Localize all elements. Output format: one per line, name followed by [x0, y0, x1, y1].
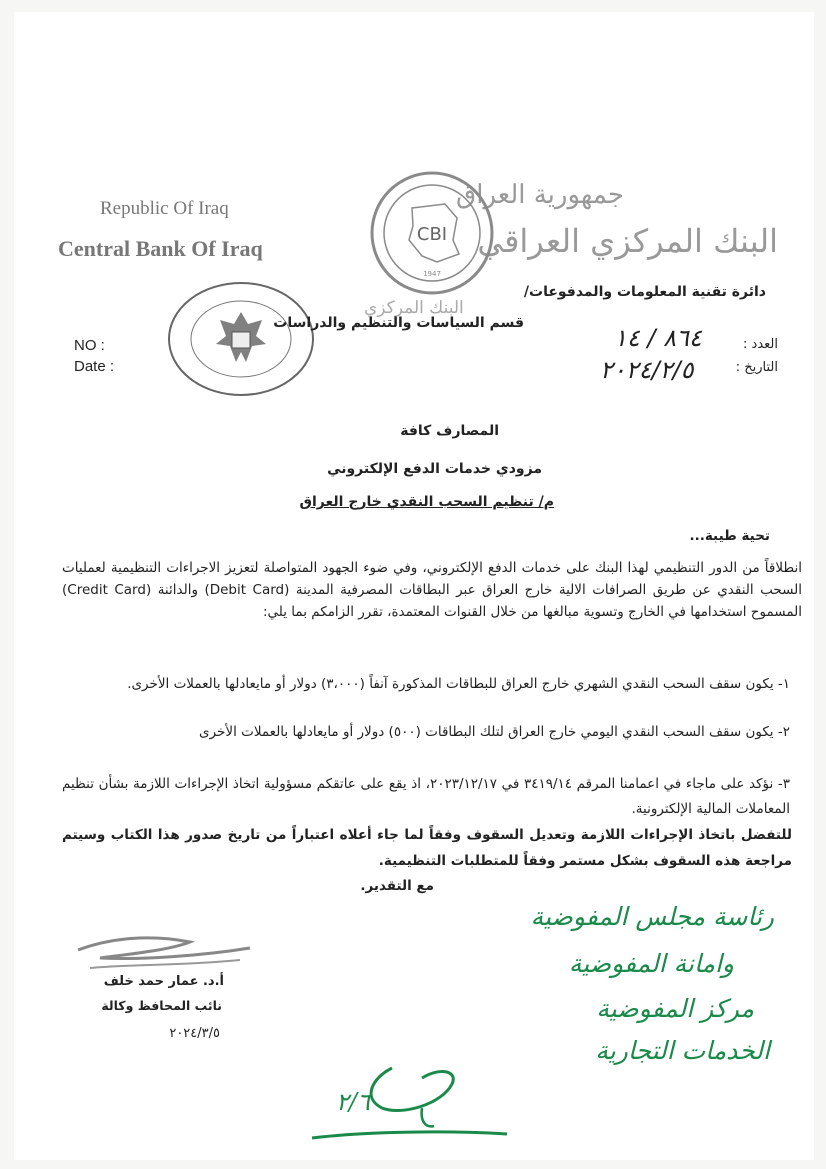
- subject-line: م/ تنظيم السحب النقدي خارج العراق: [299, 494, 554, 510]
- number-label-english: NO :: [74, 337, 105, 354]
- greeting: تحية طيبة...: [689, 528, 770, 544]
- handwritten-note-line: مركز المفوضية: [596, 994, 754, 1023]
- department-stamp: [166, 280, 316, 398]
- handwritten-note-line: وامانة المفوضية: [568, 949, 734, 978]
- addressee-line-1: المصارف كافة: [400, 423, 499, 439]
- number-label-arabic: العدد :: [743, 337, 778, 352]
- reference-date: ٢٠٢٤/٢/٥: [600, 356, 694, 384]
- cbi-seal-signature: ﺍﻟﺒﻨﻚ ﺍﻟﻤﺮﻛﺰﻱ: [364, 298, 464, 318]
- republic-arabic: جمهورية العراق: [456, 180, 624, 210]
- green-signature: [302, 1048, 512, 1148]
- date-label-arabic: التاريخ :: [735, 360, 778, 375]
- date-label-english: Date :: [74, 358, 115, 375]
- list-item: ١- يكون سقف السحب النقدي الشهري خارج العراق للبطاقات المذكورة آنفاً (٣،٠٠٠) دولار أو مايعادلها بالعملات الأخرى.: [127, 676, 790, 692]
- signer-name: أ.د. عمار حمد خلف: [103, 974, 224, 989]
- handwritten-sign-date: ٢/٦: [336, 1088, 370, 1116]
- republic-english: Republic Of Iraq: [100, 198, 229, 219]
- list-item: ٣- نؤكد على ماجاء في اعمامنا المرقم ٣٤١٩/١٤ في ٢٠٢٣/١٢/١٧، اذ يقع على عاتقكم مسؤولية اتخاذ الإجراءات اللازمة بشأن تنظيم المعاملات المالية الإلكترونية.: [62, 776, 790, 817]
- letter-page: [14, 12, 814, 1160]
- section-name: قسم السياسات والتنظيم والدراسات: [273, 315, 524, 331]
- addressee-line-2: مزودي خدمات الدفع الإلكتروني: [327, 461, 542, 477]
- signer-title: نائب المحافظ وكالة: [101, 998, 222, 1013]
- reference-number: ٨٦٤ / ١٤: [614, 324, 702, 352]
- cbi-seal-logo: [367, 168, 497, 298]
- signature-date: ٢٠٢٤/٣/٥: [169, 1026, 220, 1041]
- bank-name-english: Central Bank Of Iraq: [58, 236, 263, 261]
- department-name: دائرة تقنية المعلومات والمدفوعات/: [523, 284, 766, 300]
- handwritten-note-line: رئاسة مجلس المفوضية: [530, 902, 774, 931]
- svg-text:1947: 1947: [423, 270, 441, 278]
- handwritten-note-line: الخدمات التجارية: [595, 1036, 770, 1065]
- list-item: ٢- يكون سقف السحب النقدي اليومي خارج العراق لتلك البطاقات (٥٠٠) دولار أو مايعادلها بالعملات الأخرى: [199, 724, 790, 740]
- regards: مع التقدير.: [360, 878, 434, 894]
- closing-paragraph: للتفضل باتخاذ الإجراءات اللازمة وتعديل السقوف وفقاً لما جاء أعلاه اعتباراً من تاريخ صدور هذا الكتاب وسيتم مراجعة هذه السقوف بشكل مستمر وفقاً للمتطلبات التنظيمية.: [62, 827, 792, 869]
- paragraph-intro: انطلاقاً من الدور التنظيمي لهذا البنك على خدمات الدفع الإلكتروني، وفي ضوء الجهود المتواصلة لتعزيز الاجراءات التنظيمية لعمليات السحب النقدي عن طريق الصرافات الالية خارج العراق عبر البطاقات المصرفية المدينة (Debit Card) والدائنة (Credit Card) المسموح استخدامها في الخارج وتسوية مبالغها من خلال القنوات المعتمدة، تقرر الزامكم بما يلي:: [62, 560, 803, 620]
- bank-name-arabic: البنك المركزي العراقي: [477, 222, 778, 260]
- svg-text:CBI: CBI: [416, 224, 448, 245]
